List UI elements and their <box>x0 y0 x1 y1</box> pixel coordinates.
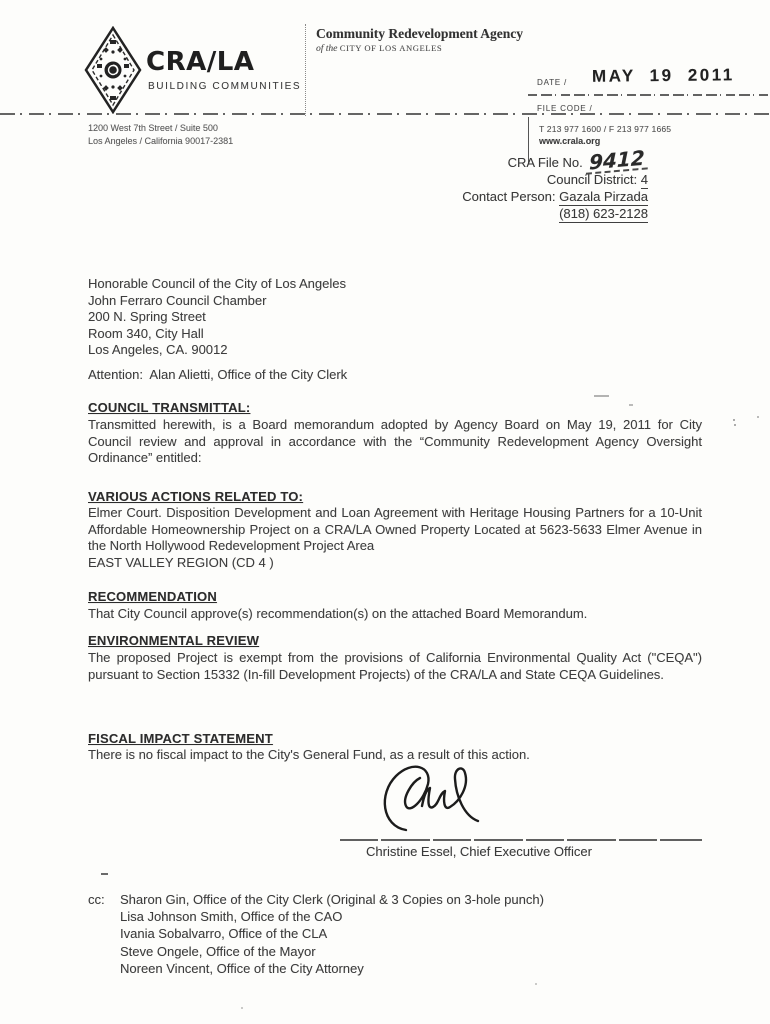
agency-name: Community Redevelopment Agency <box>316 26 523 41</box>
contact-phone-row <box>462 206 648 223</box>
various-actions-block <box>88 505 702 571</box>
scan-artifact <box>629 404 633 406</box>
cc-item: Lisa Johnson Smith, Office of the CAO <box>120 909 343 925</box>
address-line-2: Los Angeles / California 90017-2381 <box>88 136 234 146</box>
agency-subtitle-prefix: of the <box>316 44 338 54</box>
cra-file-label: CRA File No. <box>507 155 583 170</box>
contact-name: Gazala Pirzada <box>559 189 648 204</box>
contact-person-row <box>462 189 648 206</box>
attention-line: Attention: Alan Alietti, Office of the City Clerk <box>88 367 348 382</box>
cc-item: Ivania Sobalvarro, Office of the CLA <box>120 926 328 942</box>
scan-artifact <box>101 873 108 875</box>
environmental-review-body: The proposed Project is exempt from the provisions of California Environmental Quality Act ("CEQA") pursuant to Section 15332 (In-fill Development Projects) of the CRA/LA and State CEQA Guidelines. <box>88 650 702 682</box>
cc-label: cc: <box>88 892 105 907</box>
scan-artifact <box>535 983 537 985</box>
letterhead-separator-line <box>0 113 770 115</box>
council-district-value: 4 <box>640 172 648 187</box>
council-transmittal-heading: COUNCIL TRANSMITTAL: <box>88 400 251 415</box>
various-actions-region: EAST VALLEY REGION (CD 4 ) <box>88 554 274 570</box>
letterhead-divider <box>305 24 306 116</box>
date-stamp: MAY 19 2011 <box>591 65 735 86</box>
file-info-block <box>462 145 648 223</box>
cc-item: Steve Ongele, Office of the Mayor <box>120 943 316 959</box>
contact-label: Contact Person: <box>462 189 556 204</box>
date-label: DATE / <box>537 78 567 87</box>
recipient-line: Room 340, City Hall <box>88 325 204 341</box>
signature-line <box>340 839 702 841</box>
recipient-line: Honorable Council of the City of Los Angeles <box>88 276 346 291</box>
recipient-line: 200 N. Spring Street <box>88 309 206 324</box>
scan-artifact <box>594 395 609 397</box>
signatory-name: Christine Essel, Chief Executive Officer <box>366 844 592 859</box>
council-transmittal-body: Transmitted herewith, is a Board memorandum adopted by Agency Board on May 19, 2011 for City Council review and approval in accordance with the “Community Redevelopment Agency Oversight Ordinance” entitled: <box>88 417 702 465</box>
scan-artifact <box>241 1007 243 1009</box>
various-actions-body: Elmer Court. Disposition Development and Loan Agreement with Heritage Housing Partners for a 10-Unit Affordable Homeownership Project on a CRA/LA Owned Property Located at 5623-5633 Elmer Avenue in the North Hollywood Redevelopment Project Area <box>88 505 702 553</box>
crala-wordmark: CRA/LA <box>146 47 255 77</box>
cc-item: Noreen Vincent, Office of the City Attorney <box>120 960 364 976</box>
website: www.crala.org <box>539 136 601 146</box>
cra-file-number: 9412 <box>586 149 648 174</box>
cc-item: Sharon Gin, Office of the City Clerk (Original & 3 Copies on 3-hole punch) <box>120 892 544 907</box>
cc-list <box>120 891 544 977</box>
council-district-label: Council District: <box>546 172 638 187</box>
signature-scribble <box>372 760 532 840</box>
recipient-line: John Ferraro Council Chamber <box>88 292 267 308</box>
cra-file-row <box>462 145 648 175</box>
environmental-review-heading: ENVIRONMENTAL REVIEW <box>88 633 260 648</box>
recommendation-body: That City Council approve(s) recommendation(s) on the attached Board Memorandum. <box>88 606 588 621</box>
date-stamp-underline <box>528 94 770 96</box>
letterhead-address <box>88 122 233 148</box>
various-actions-heading: VARIOUS ACTIONS RELATED TO: <box>88 489 304 504</box>
scan-artifact <box>757 416 759 418</box>
recommendation-heading: RECOMMENDATION <box>88 589 217 604</box>
scan-artifact <box>733 419 735 421</box>
fiscal-impact-heading: FISCAL IMPACT STATEMENT <box>88 731 273 746</box>
scan-artifact <box>734 424 736 426</box>
fiscal-impact-body: There is no fiscal impact to the City's General Fund, as a result of this action. <box>88 747 530 762</box>
agency-subtitle-city: CITY OF LOS ANGELES <box>339 43 443 53</box>
address-line-1: 1200 West 7th Street / Suite 500 <box>88 123 218 133</box>
council-district-row <box>462 172 648 189</box>
recipient-line: Los Angeles, CA. 90012 <box>88 342 228 357</box>
contact-phone: (818) 623-2128 <box>559 206 648 221</box>
file-code-label: FILE CODE / <box>537 104 593 113</box>
phone-fax-line: T 213 977 1600 / F 213 977 1665 <box>539 124 672 134</box>
recipient-address <box>88 276 346 359</box>
agency-subtitle <box>316 43 442 54</box>
crala-tagline: BUILDING COMMUNITIES <box>148 81 302 92</box>
crala-emblem-icon <box>84 26 142 114</box>
